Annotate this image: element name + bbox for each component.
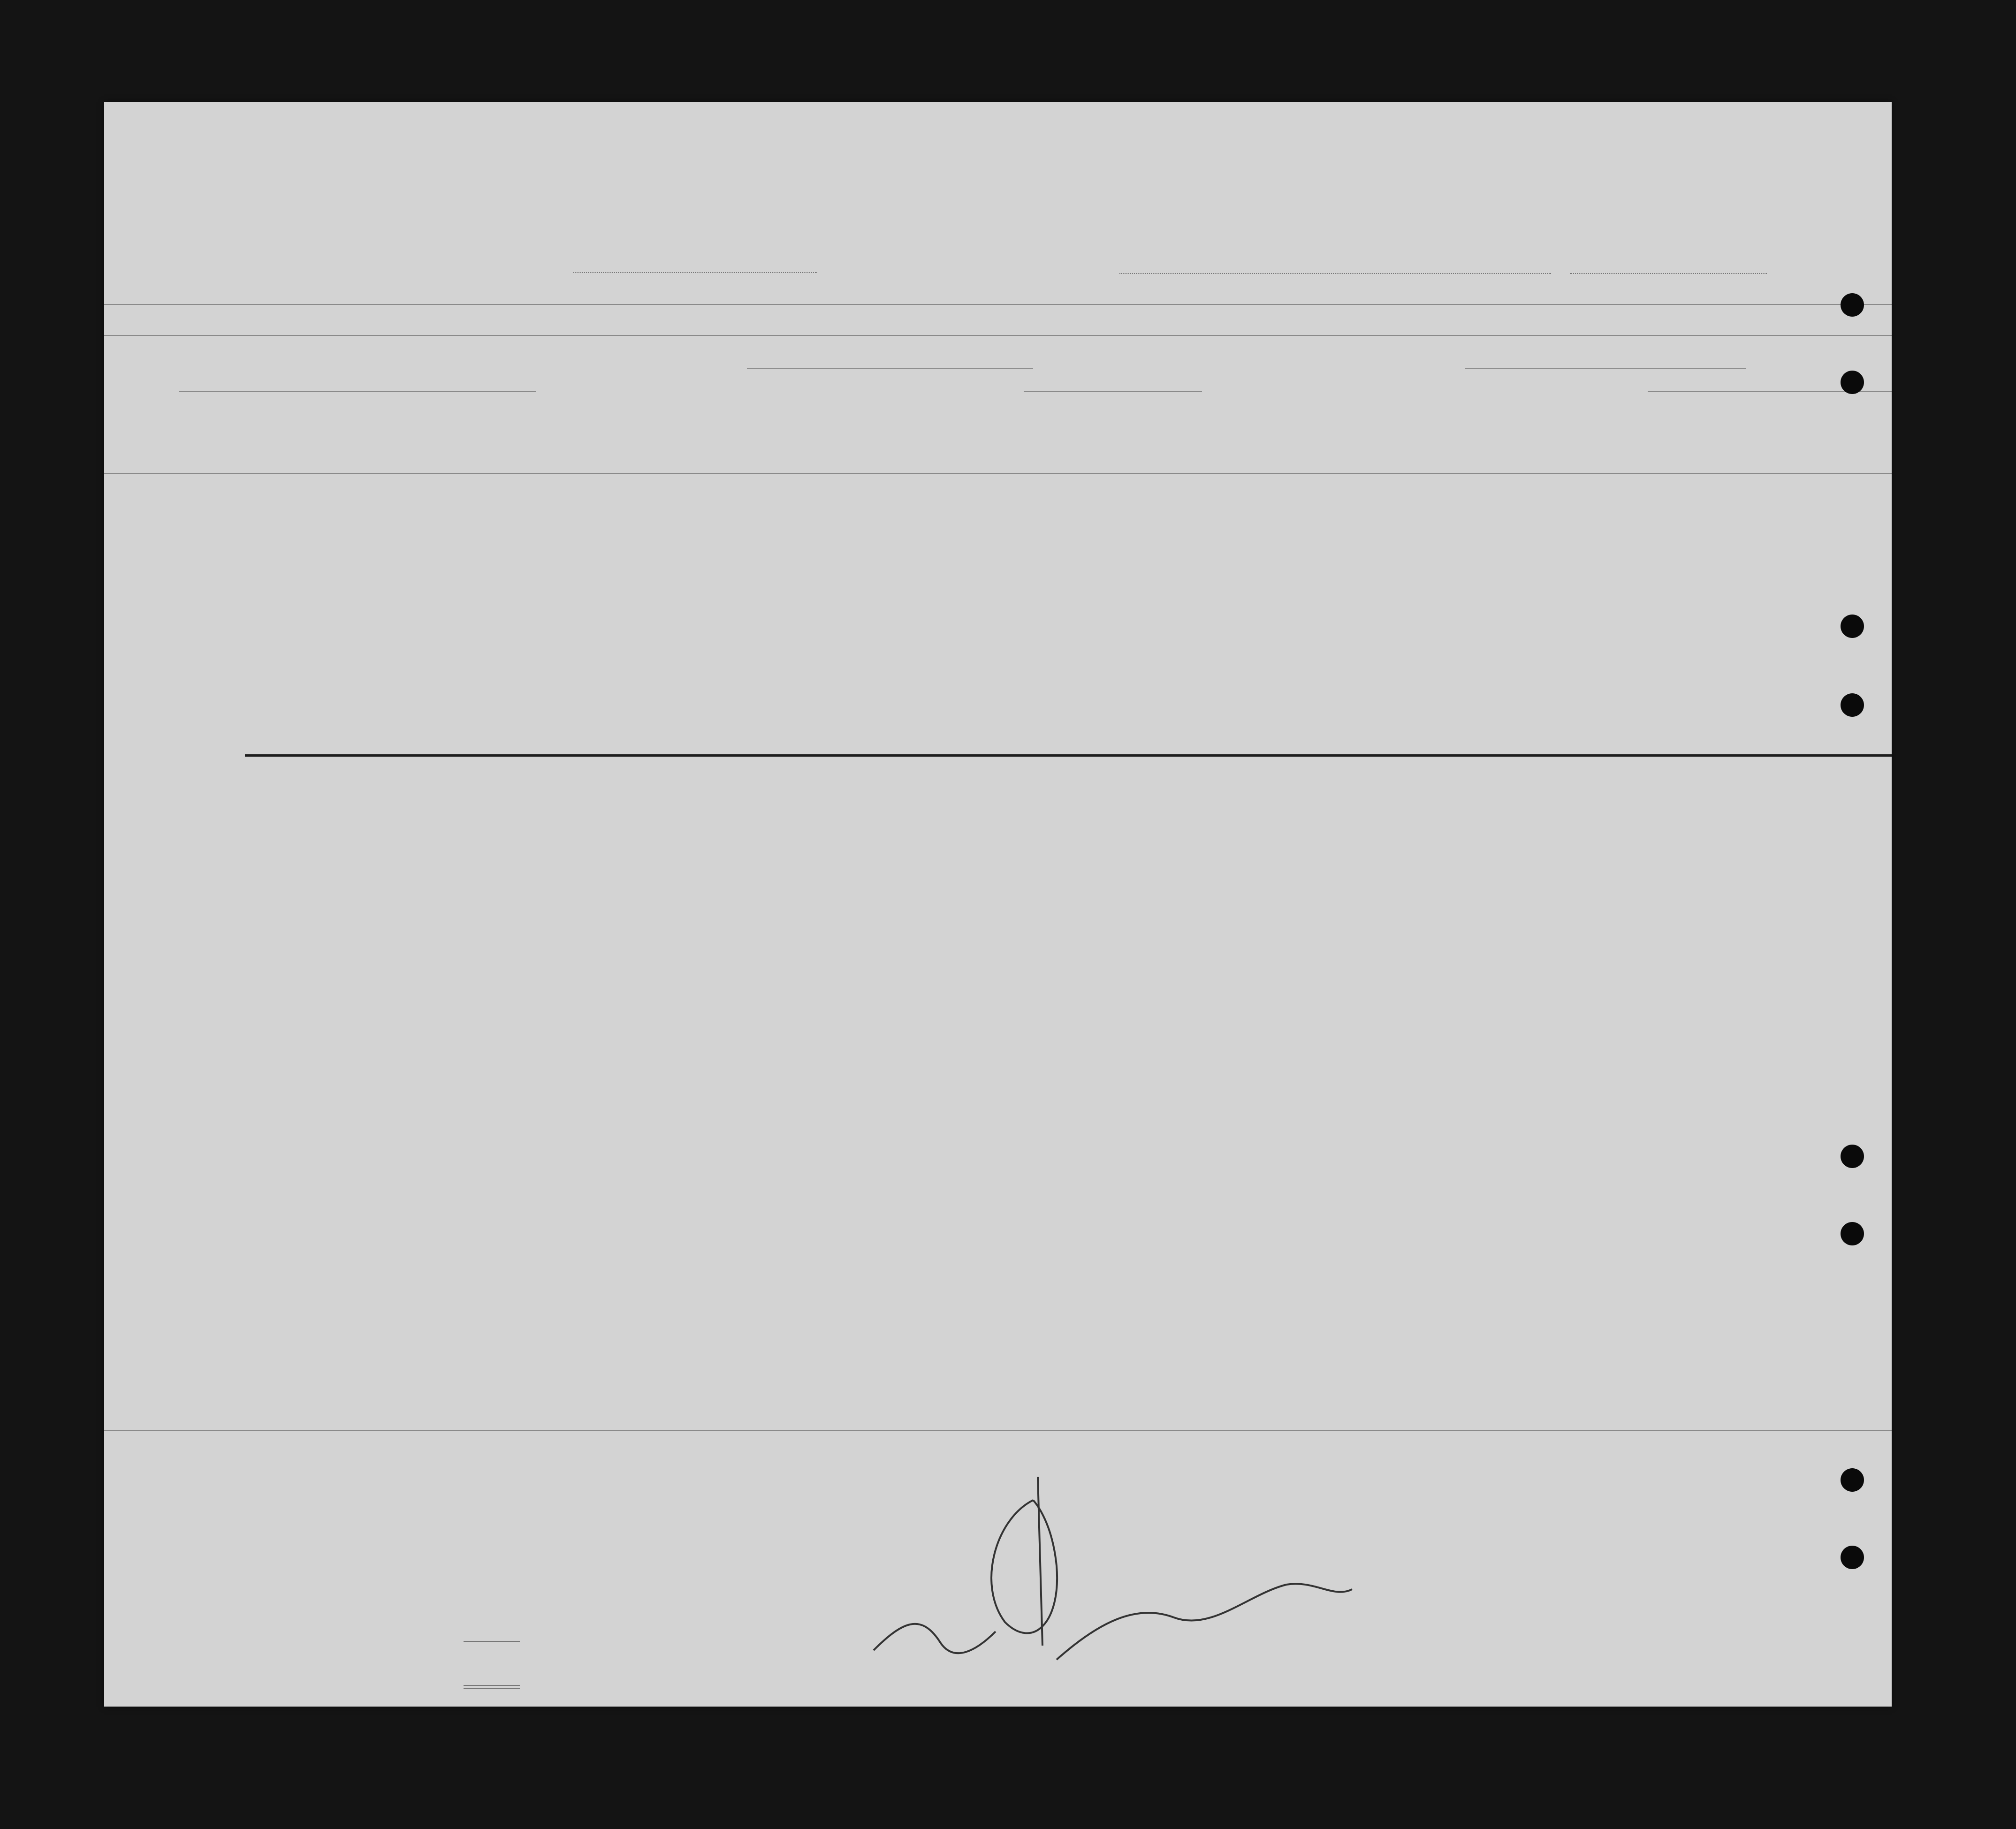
ship-name xyxy=(573,272,817,273)
punch-hole xyxy=(1841,1468,1864,1492)
punch-hole xyxy=(1841,1546,1864,1569)
manifest-sheet xyxy=(104,102,1892,1707)
punch-hole xyxy=(1841,1145,1864,1168)
punch-hole xyxy=(1841,371,1864,394)
punch-hole xyxy=(1841,293,1864,317)
punch-hole xyxy=(1841,1222,1864,1245)
us-citizens-value xyxy=(464,1664,520,1686)
purser-signature xyxy=(836,1444,1399,1707)
sailing-date xyxy=(1570,273,1767,274)
aliens-value xyxy=(464,1688,520,1689)
port-of-departure xyxy=(1119,273,1551,274)
punch-hole xyxy=(1841,615,1864,638)
punch-hole xyxy=(1841,693,1864,717)
total-passengers-value xyxy=(464,1641,520,1642)
